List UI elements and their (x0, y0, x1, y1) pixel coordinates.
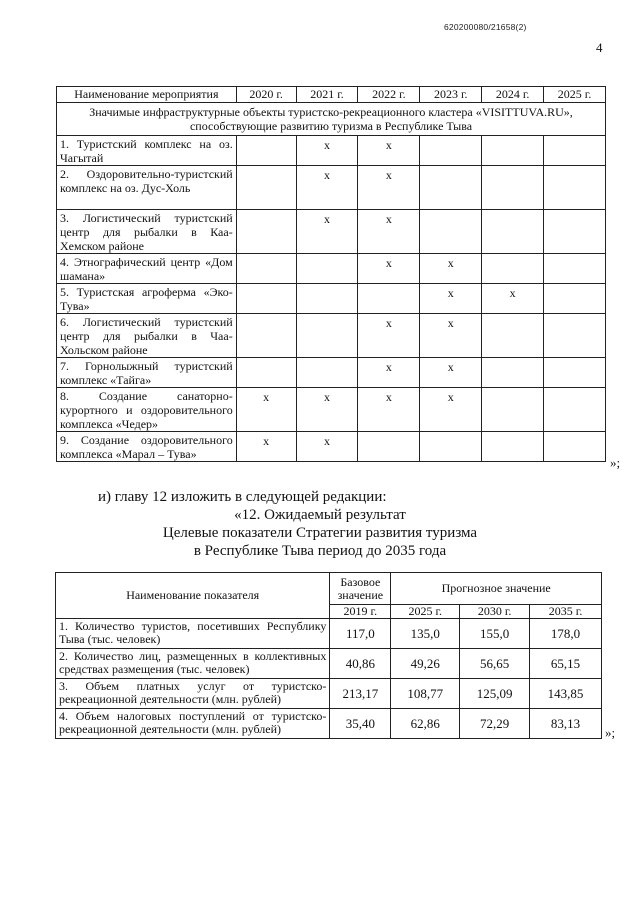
infrastructure-schedule-table (56, 86, 606, 462)
row-mark (236, 358, 296, 388)
row-name: 7. Горнолыжный туристский комплекс «Тайга» (57, 358, 237, 388)
row-mark: x (420, 358, 482, 388)
indicator-name: 2. Количество лиц, размещенных в коллективных средствах размещения (тыс. человек) (56, 649, 330, 679)
row-mark (236, 210, 296, 254)
table-row (56, 709, 602, 739)
indicator-value: 135,0 (391, 619, 460, 649)
row-mark (544, 358, 606, 388)
column-header: 2022 г. (358, 87, 420, 103)
indicator-value: 108,77 (391, 679, 460, 709)
row-mark (544, 388, 606, 432)
document-id: 620200080/21658(2) (444, 22, 527, 32)
indicator-value: 35,40 (330, 709, 391, 739)
row-mark (296, 358, 358, 388)
column-header: 2020 г. (236, 87, 296, 103)
row-mark (358, 284, 420, 314)
indicator-value: 72,29 (460, 709, 530, 739)
column-header: Базовое значение (330, 573, 391, 605)
indicator-value: 62,86 (391, 709, 460, 739)
table-row (56, 619, 602, 649)
target-indicators-table (55, 572, 602, 739)
indicator-value: 49,26 (391, 649, 460, 679)
subtitle-line-2: в Республике Тыва период до 2035 года (193, 543, 447, 559)
row-mark: x (358, 210, 420, 254)
row-mark (482, 254, 544, 284)
row-mark (236, 254, 296, 284)
row-mark: x (296, 136, 358, 166)
instruction-text: и) главу 12 изложить в следующей редакции: (98, 489, 387, 505)
row-mark (358, 432, 420, 462)
table-row (57, 358, 606, 388)
indicator-value: 143,85 (530, 679, 602, 709)
row-mark (482, 388, 544, 432)
row-mark: x (296, 432, 358, 462)
row-name: 8. Создание санаторно-курортного и оздоровительного комплекса «Чедер» (57, 388, 237, 432)
section-row (57, 103, 606, 136)
closing-quote: »; (605, 725, 616, 740)
row-mark (236, 166, 296, 210)
table-row (57, 254, 606, 284)
indicator-value: 56,65 (460, 649, 530, 679)
row-mark (544, 166, 606, 210)
table-row (57, 166, 606, 210)
indicator-value: 40,86 (330, 649, 391, 679)
row-mark: x (358, 388, 420, 432)
page-number: 4 (596, 40, 603, 55)
table-header-row (57, 87, 606, 103)
row-name: 9. Создание оздоровительного комплекса «Марал – Тува» (57, 432, 237, 462)
table-row (57, 432, 606, 462)
row-mark (420, 432, 482, 462)
row-mark: x (420, 254, 482, 284)
year-header: 2025 г. (391, 605, 460, 619)
row-name: 6. Логистический туристский центр для рыбалки в Чаа-Хольском районе (57, 314, 237, 358)
row-mark: x (296, 210, 358, 254)
column-header: Прогнозное значение (391, 573, 602, 605)
row-mark: x (358, 358, 420, 388)
column-header: 2021 г. (296, 87, 358, 103)
row-mark (420, 166, 482, 210)
table-row (57, 314, 606, 358)
table-row (56, 649, 602, 679)
table-row (57, 136, 606, 166)
row-name: 2. Оздоровительно-туристский комплекс на оз. Дус-Холь (57, 166, 237, 210)
year-header: 2030 г. (460, 605, 530, 619)
row-mark (236, 136, 296, 166)
indicator-value: 65,15 (530, 649, 602, 679)
indicator-value: 83,13 (530, 709, 602, 739)
row-mark: x (358, 314, 420, 358)
row-mark: x (420, 388, 482, 432)
row-name: 1. Туристский комплекс на оз. Чагытай (57, 136, 237, 166)
table-header-row (56, 573, 602, 605)
row-mark (544, 314, 606, 358)
row-mark (420, 210, 482, 254)
indicator-name: 3. Объем платных услуг от туристско-рекреационной деятельности (млн. рублей) (56, 679, 330, 709)
year-header: 2019 г. (330, 605, 391, 619)
row-mark: x (358, 166, 420, 210)
row-mark: x (420, 284, 482, 314)
indicator-value: 125,09 (460, 679, 530, 709)
table-row (57, 388, 606, 432)
indicator-name: 1. Количество туристов, посетивших Республику Тыва (тыс. человек) (56, 619, 330, 649)
section-title: Значимые инфраструктурные объекты туристско-рекреационного кластера «VISITTUVA.RU», способствующие развитию туризма в Республике Тыва (57, 103, 606, 136)
row-mark: x (296, 166, 358, 210)
row-mark: x (358, 136, 420, 166)
column-header: 2024 г. (482, 87, 544, 103)
column-header: 2025 г. (544, 87, 606, 103)
year-header: 2035 г. (530, 605, 602, 619)
row-mark: x (236, 388, 296, 432)
column-header: Наименование мероприятия (57, 87, 237, 103)
row-mark: x (236, 432, 296, 462)
row-mark: x (482, 284, 544, 314)
row-mark (544, 210, 606, 254)
indicator-value: 178,0 (530, 619, 602, 649)
row-mark (482, 358, 544, 388)
row-mark: x (296, 388, 358, 432)
row-mark (482, 210, 544, 254)
table-row (57, 210, 606, 254)
table-row (56, 679, 602, 709)
row-mark (296, 284, 358, 314)
row-mark (482, 136, 544, 166)
column-header: 2023 г. (420, 87, 482, 103)
row-mark (236, 314, 296, 358)
row-mark (482, 166, 544, 210)
column-header: Наименование показателя (56, 573, 330, 619)
row-mark (296, 314, 358, 358)
row-mark (544, 432, 606, 462)
indicator-value: 117,0 (330, 619, 391, 649)
subtitle-line-1: Целевые показатели Стратегии развития туризма (162, 525, 478, 541)
row-mark: x (358, 254, 420, 284)
row-mark (236, 284, 296, 314)
table-row (57, 284, 606, 314)
chapter-title: «12. Ожидаемый результат (234, 507, 406, 523)
row-mark (544, 254, 606, 284)
closing-quote: »; (610, 455, 621, 470)
row-mark (544, 284, 606, 314)
indicator-value: 213,17 (330, 679, 391, 709)
row-mark (420, 136, 482, 166)
row-mark (482, 432, 544, 462)
row-mark (544, 136, 606, 166)
row-mark: x (420, 314, 482, 358)
row-mark (296, 254, 358, 284)
indicator-value: 155,0 (460, 619, 530, 649)
row-name: 4. Этнографический центр «Дом шамана» (57, 254, 237, 284)
indicator-name: 4. Объем налоговых поступлений от туристско-рекреационной деятельности (млн. рублей) (56, 709, 330, 739)
row-name: 3. Логистический туристский центр для рыбалки в Каа-Хемском районе (57, 210, 237, 254)
row-name: 5. Туристская агроферма «Эко-Тува» (57, 284, 237, 314)
row-mark (482, 314, 544, 358)
